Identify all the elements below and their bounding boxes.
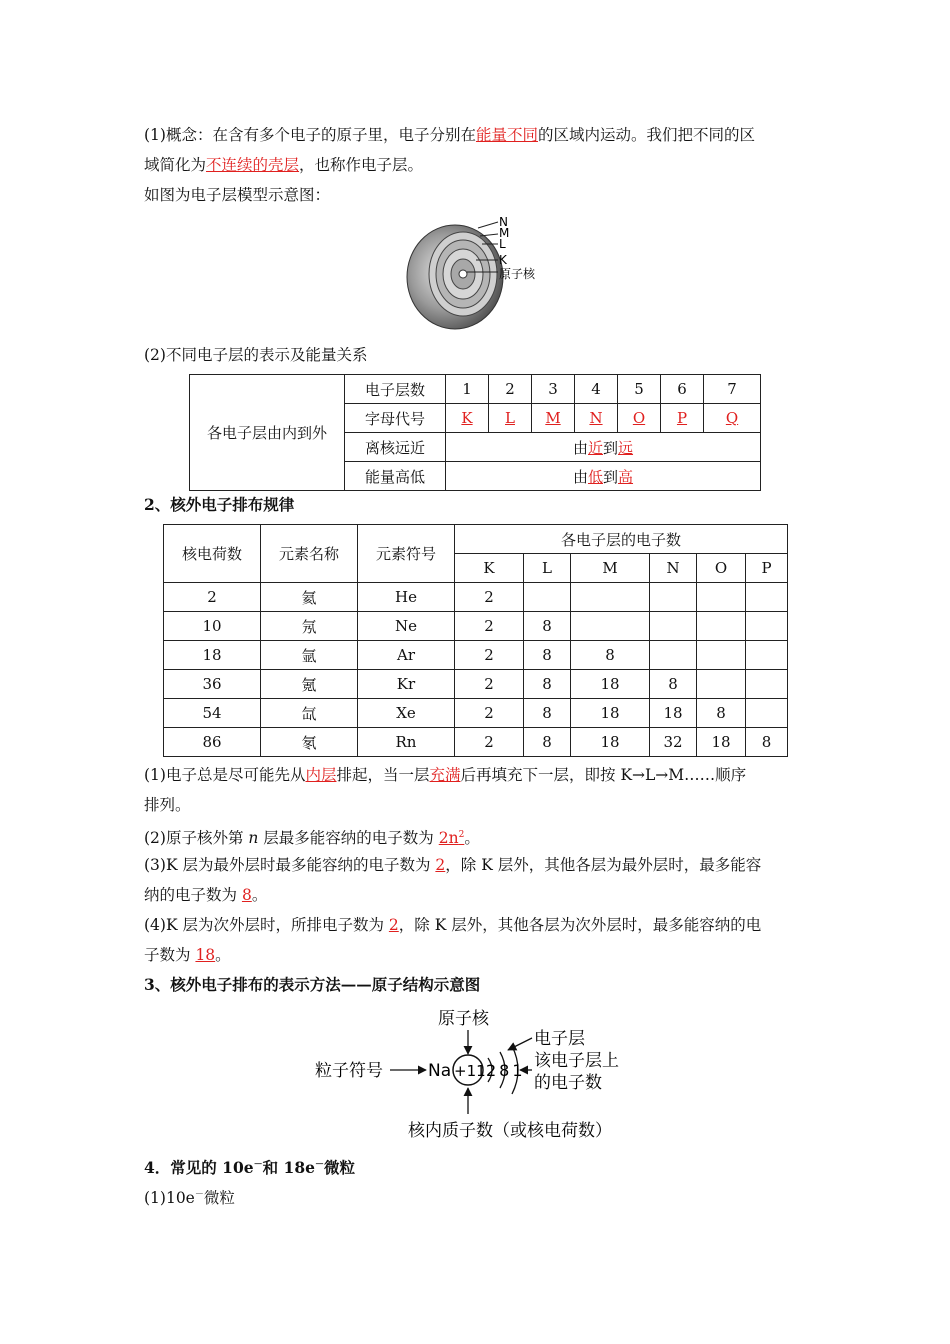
nucleus-label: 原子核 (499, 267, 536, 281)
diagram-shell-electrons-2: 的电子数 (534, 1073, 602, 1093)
section-4-1: (1)10e－微粒 (144, 1189, 235, 1208)
rule-1: (1)电子总是尽可能先从内层排起，当一层充满后再填充下一层，即按 K→L→M……顺序 (144, 766, 747, 784)
concept-line-1: (1)概念：在含有多个电子的原子里，电子分别在能量不同的区域内运动。我们把不同的区 (144, 126, 755, 144)
diagram-protons-label: 核内质子数（或核电荷数） (408, 1121, 612, 1141)
rule-2: (2)原子核外第 n 层最多能容纳的电子数为 $2n^2$。 (144, 829, 480, 848)
table-row: 36 氪 Kr 2 8 18 8 (164, 670, 788, 699)
table-row: 2 氦 He 2 (164, 583, 788, 612)
rule-4: (4)K 层为次外层时，所排电子数为 2，除 K 层外，其他各层为次外层时，最多能容纳的电 (144, 916, 762, 934)
diagram-nucleus-label: 原子核 (438, 1009, 489, 1029)
table-row: 18 氩 Ar 2 8 8 (164, 641, 788, 670)
shell-table-side: 各电子层由内到外 (190, 375, 345, 491)
section-2-heading: 2、核外电子排布规律 (144, 495, 295, 514)
diagram-shell-electrons-1: 该电子层上 (534, 1051, 619, 1071)
diagram-na: Na (428, 1061, 452, 1081)
section-3-heading: 3、核外电子排布的表示方法——原子结构示意图 (144, 975, 481, 994)
shell-label-l: L (499, 237, 506, 251)
rule-3: (3)K 层为最外层时最多能容纳的电子数为 2，除 K 层外，其他各层为最外层时，最多能容 (144, 856, 762, 874)
concept-line-2: 域简化为不连续的壳层，也称作电子层。 (144, 156, 424, 174)
section-1-2: (2)不同电子层的表示及能量关系 (144, 346, 368, 364)
shell-label-n: N (499, 215, 508, 229)
shell-table: 各电子层由内到外 电子层数 1 2 3 4 5 6 7 字母代号 K L M N O P Q 离核远近 由近到远 能量高低 由低到高 (189, 374, 761, 491)
shell-label-m: M (499, 226, 510, 240)
diagram-electrons: 281 (486, 1061, 526, 1080)
section-4-heading: 4．常见的 10e－和 18e－微粒 (144, 1158, 355, 1178)
atomic-structure-diagram (310, 1002, 650, 1144)
shell-label-k: K (499, 253, 507, 267)
diagram-shell-label: 电子层 (534, 1029, 585, 1049)
rule-1-cont: 排列。 (144, 796, 191, 814)
rule-3-cont: 纳的电子数为 8。 (144, 886, 268, 904)
arrangement-table: 核电荷数 元素名称 元素符号 各电子层的电子数 K L M N O P 2 氦 He 2 10 氖 Ne 2 8 18 氩 Ar 2 8 8 36 氪 Kr 2 8 18 8 54 氙 Xe 2 8 18 18 8 86 氡 Rn 2 8 18 32 18 8 (163, 524, 788, 757)
table-row: 54 氙 Xe 2 8 18 18 8 (164, 699, 788, 728)
table-row: 86 氡 Rn 2 8 18 32 18 8 (164, 728, 788, 757)
figure-caption: 如图为电子层模型示意图： (144, 186, 331, 204)
diagram-charge: +11 (454, 1062, 486, 1080)
table-row: 10 氖 Ne 2 8 (164, 612, 788, 641)
rule-4-cont: 子数为 18。 (144, 946, 231, 964)
diagram-symbol-label: 粒子符号 (315, 1061, 383, 1081)
electron-shell-model-figure (400, 212, 560, 332)
